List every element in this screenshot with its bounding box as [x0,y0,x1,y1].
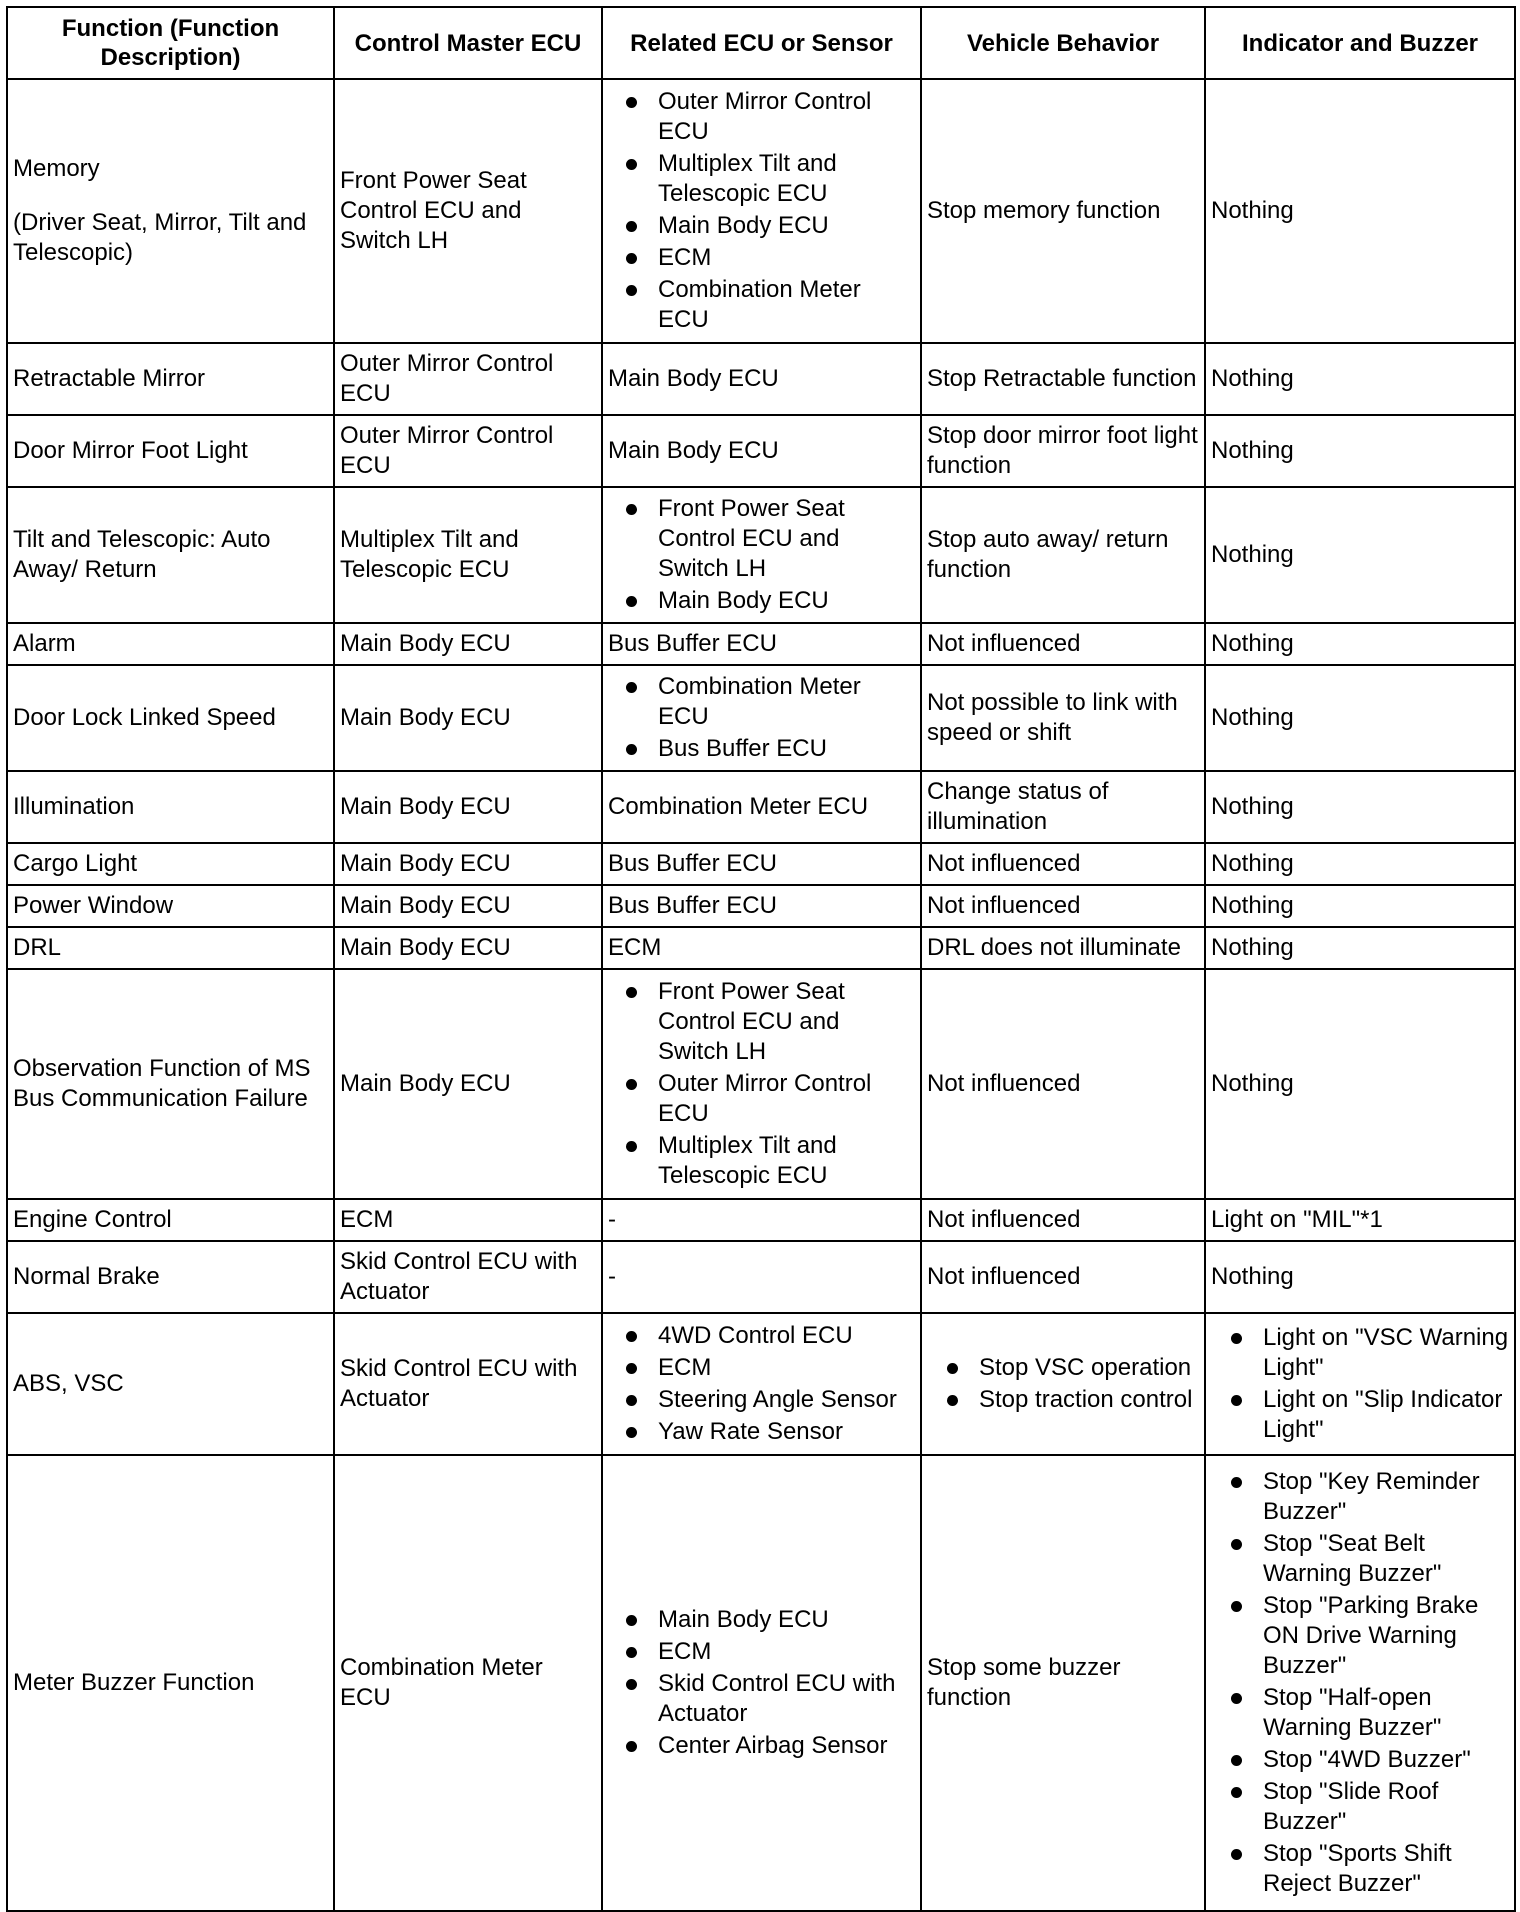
cell-control-master-ecu: Combination Meter ECU [334,1455,602,1911]
cell-control-master-ecu: Skid Control ECU with Actuator [334,1313,602,1455]
cell-indicator-and-buzzer: Nothing [1205,969,1515,1199]
bullet-list [608,494,915,616]
cell-related-ecu-or-sensor: ECM [602,927,921,969]
function-text: Memory [13,155,100,182]
cell-related-ecu-or-sensor: Bus Buffer ECU [602,885,921,927]
cell-control-master-ecu: Main Body ECU [334,927,602,969]
cell-function [7,1199,334,1241]
function-text: Power Window [13,892,174,919]
cell-vehicle-behavior [921,1313,1205,1455]
cell-control-master-ecu: Outer Mirror Control ECU [334,415,602,487]
cell-indicator-and-buzzer: Nothing [1205,343,1515,415]
bullet-list [608,977,915,1191]
cell-indicator-and-buzzer [1205,1455,1515,1911]
function-text: DRL [13,934,62,961]
cell-vehicle-behavior: Not influenced [921,1241,1205,1313]
cell-function [7,771,334,843]
cell-indicator-and-buzzer [1205,1313,1515,1455]
bullet-item: Stop VSC operation [927,1353,1199,1383]
cell-related-ecu-or-sensor: - [602,1241,921,1313]
table-row [7,623,1515,665]
cell-related-ecu-or-sensor: Bus Buffer ECU [602,843,921,885]
bullet-list [1211,1467,1509,1899]
cell-indicator-and-buzzer: Nothing [1205,885,1515,927]
bullet-item: Multiplex Tilt and Telescopic ECU [608,149,915,209]
bullet-item: 4WD Control ECU [608,1321,915,1351]
bullet-item: Stop "Sports Shift Reject Buzzer" [1211,1839,1509,1899]
cell-function [7,343,334,415]
table-row [7,1313,1515,1455]
document-page [6,6,1514,1902]
table-row [7,927,1515,969]
cell-indicator-and-buzzer: Nothing [1205,843,1515,885]
cell-vehicle-behavior: Not influenced [921,623,1205,665]
table-row [7,79,1515,343]
cell-indicator-and-buzzer: Nothing [1205,771,1515,843]
cell-indicator-and-buzzer: Nothing [1205,1241,1515,1313]
table-row [7,1241,1515,1313]
cell-indicator-and-buzzer: Nothing [1205,79,1515,343]
cell-control-master-ecu: Main Body ECU [334,771,602,843]
bullet-list [927,1353,1199,1415]
cell-indicator-and-buzzer: Nothing [1205,623,1515,665]
header-indicator-and-buzzer: Indicator and Buzzer [1205,7,1515,79]
bullet-item: Stop traction control [927,1385,1199,1415]
cell-vehicle-behavior: Stop auto away/ return function [921,487,1205,623]
bullet-item: Outer Mirror Control ECU [608,1069,915,1129]
bullet-item: Skid Control ECU with Actuator [608,1669,915,1729]
cell-related-ecu-or-sensor [602,487,921,623]
bullet-item: Bus Buffer ECU [608,734,915,764]
bullet-item: Main Body ECU [608,586,915,616]
bullet-item: Stop "Parking Brake ON Drive Warning Buzzer" [1211,1591,1509,1681]
table-row [7,343,1515,415]
cell-control-master-ecu: Outer Mirror Control ECU [334,343,602,415]
cell-function [7,843,334,885]
function-text: Normal Brake [13,1263,160,1290]
cell-related-ecu-or-sensor: Main Body ECU [602,343,921,415]
function-text: Illumination [13,793,135,820]
header-related-ecu-or-sensor: Related ECU or Sensor [602,7,921,79]
cell-vehicle-behavior: Change status of illumination [921,771,1205,843]
bullet-item: Stop "Key Reminder Buzzer" [1211,1467,1509,1527]
cell-control-master-ecu: Front Power Seat Control ECU and Switch LH [334,79,602,343]
cell-function [7,969,334,1199]
bullet-item: Stop "4WD Buzzer" [1211,1745,1509,1775]
function-text: Meter Buzzer Function [13,1669,255,1696]
cell-control-master-ecu: Main Body ECU [334,623,602,665]
bullet-list [608,672,915,764]
cell-function [7,487,334,623]
bullet-item: Light on "VSC Warning Light" [1211,1323,1509,1383]
bullet-item: Stop "Slide Roof Buzzer" [1211,1777,1509,1837]
cell-control-master-ecu: Main Body ECU [334,665,602,771]
function-text: Observation Function of MS Bus Communication Failure [13,1055,311,1112]
cell-indicator-and-buzzer: Nothing [1205,665,1515,771]
table-row [7,665,1515,771]
table-row [7,771,1515,843]
cell-related-ecu-or-sensor [602,665,921,771]
cell-vehicle-behavior: Not influenced [921,843,1205,885]
bullet-list [608,1321,915,1447]
function-text: Door Lock Linked Speed [13,704,276,731]
bullet-item: Main Body ECU [608,1605,915,1635]
header-vehicle-behavior: Vehicle Behavior [921,7,1205,79]
table-row [7,487,1515,623]
bullet-item: Stop "Half-open Warning Buzzer" [1211,1683,1509,1743]
function-text: Tilt and Telescopic: Auto Away/ Return [13,526,271,583]
function-text: (Driver Seat, Mirror, Tilt and Telescopic) [13,209,307,266]
function-text: ABS, VSC [13,1370,124,1397]
cell-function [7,415,334,487]
table-row [7,843,1515,885]
ecu-function-table [6,6,1516,1912]
bullet-item: Outer Mirror Control ECU [608,87,915,147]
cell-related-ecu-or-sensor [602,79,921,343]
cell-vehicle-behavior: Not influenced [921,1199,1205,1241]
cell-indicator-and-buzzer: Light on "MIL"*1 [1205,1199,1515,1241]
bullet-item: Multiplex Tilt and Telescopic ECU [608,1131,915,1191]
bullet-item: ECM [608,1637,915,1667]
bullet-item: Main Body ECU [608,211,915,241]
cell-function [7,885,334,927]
cell-vehicle-behavior: Stop memory function [921,79,1205,343]
bullet-item: Yaw Rate Sensor [608,1417,915,1447]
cell-function [7,1313,334,1455]
header-control-master-ecu: Control Master ECU [334,7,602,79]
cell-vehicle-behavior: Stop Retractable function [921,343,1205,415]
cell-function [7,79,334,343]
table-row [7,969,1515,1199]
bullet-item: Light on "Slip Indicator Light" [1211,1385,1509,1445]
cell-control-master-ecu: Skid Control ECU with Actuator [334,1241,602,1313]
header-function: Function (Function Description) [7,7,334,79]
bullet-item: Center Airbag Sensor [608,1731,915,1761]
table-row [7,885,1515,927]
cell-related-ecu-or-sensor [602,1455,921,1911]
bullet-item: Steering Angle Sensor [608,1385,915,1415]
cell-related-ecu-or-sensor [602,969,921,1199]
cell-indicator-and-buzzer: Nothing [1205,415,1515,487]
cell-vehicle-behavior: Not influenced [921,885,1205,927]
cell-vehicle-behavior: Not possible to link with speed or shift [921,665,1205,771]
function-text: Alarm [13,630,76,657]
table-body [7,79,1515,1911]
cell-control-master-ecu: Main Body ECU [334,969,602,1199]
function-text: Door Mirror Foot Light [13,437,248,464]
cell-related-ecu-or-sensor: Bus Buffer ECU [602,623,921,665]
bullet-item: Front Power Seat Control ECU and Switch LH [608,494,915,584]
cell-function [7,927,334,969]
cell-vehicle-behavior: Stop some buzzer function [921,1455,1205,1911]
bullet-item: ECM [608,1353,915,1383]
cell-control-master-ecu: Main Body ECU [334,885,602,927]
cell-related-ecu-or-sensor: Main Body ECU [602,415,921,487]
cell-control-master-ecu: Multiplex Tilt and Telescopic ECU [334,487,602,623]
bullet-list [608,87,915,335]
cell-vehicle-behavior: DRL does not illuminate [921,927,1205,969]
bullet-item: Combination Meter ECU [608,672,915,732]
function-text: Cargo Light [13,850,138,877]
cell-related-ecu-or-sensor: - [602,1199,921,1241]
bullet-list [608,1605,915,1761]
cell-vehicle-behavior: Not influenced [921,969,1205,1199]
cell-function [7,1455,334,1911]
cell-related-ecu-or-sensor: Combination Meter ECU [602,771,921,843]
cell-control-master-ecu: Main Body ECU [334,843,602,885]
bullet-item: ECM [608,243,915,273]
header-row [7,7,1515,79]
cell-function [7,1241,334,1313]
cell-function [7,623,334,665]
bullet-item: Front Power Seat Control ECU and Switch LH [608,977,915,1067]
cell-vehicle-behavior: Stop door mirror foot light function [921,415,1205,487]
function-text: Engine Control [13,1206,172,1233]
table-row [7,1199,1515,1241]
bullet-item: Stop "Seat Belt Warning Buzzer" [1211,1529,1509,1589]
bullet-item: Combination Meter ECU [608,275,915,335]
table-row [7,415,1515,487]
cell-function [7,665,334,771]
cell-related-ecu-or-sensor [602,1313,921,1455]
function-text: Retractable Mirror [13,365,206,392]
cell-indicator-and-buzzer: Nothing [1205,487,1515,623]
bullet-list [1211,1323,1509,1445]
cell-indicator-and-buzzer: Nothing [1205,927,1515,969]
table-row [7,1455,1515,1911]
cell-control-master-ecu: ECM [334,1199,602,1241]
